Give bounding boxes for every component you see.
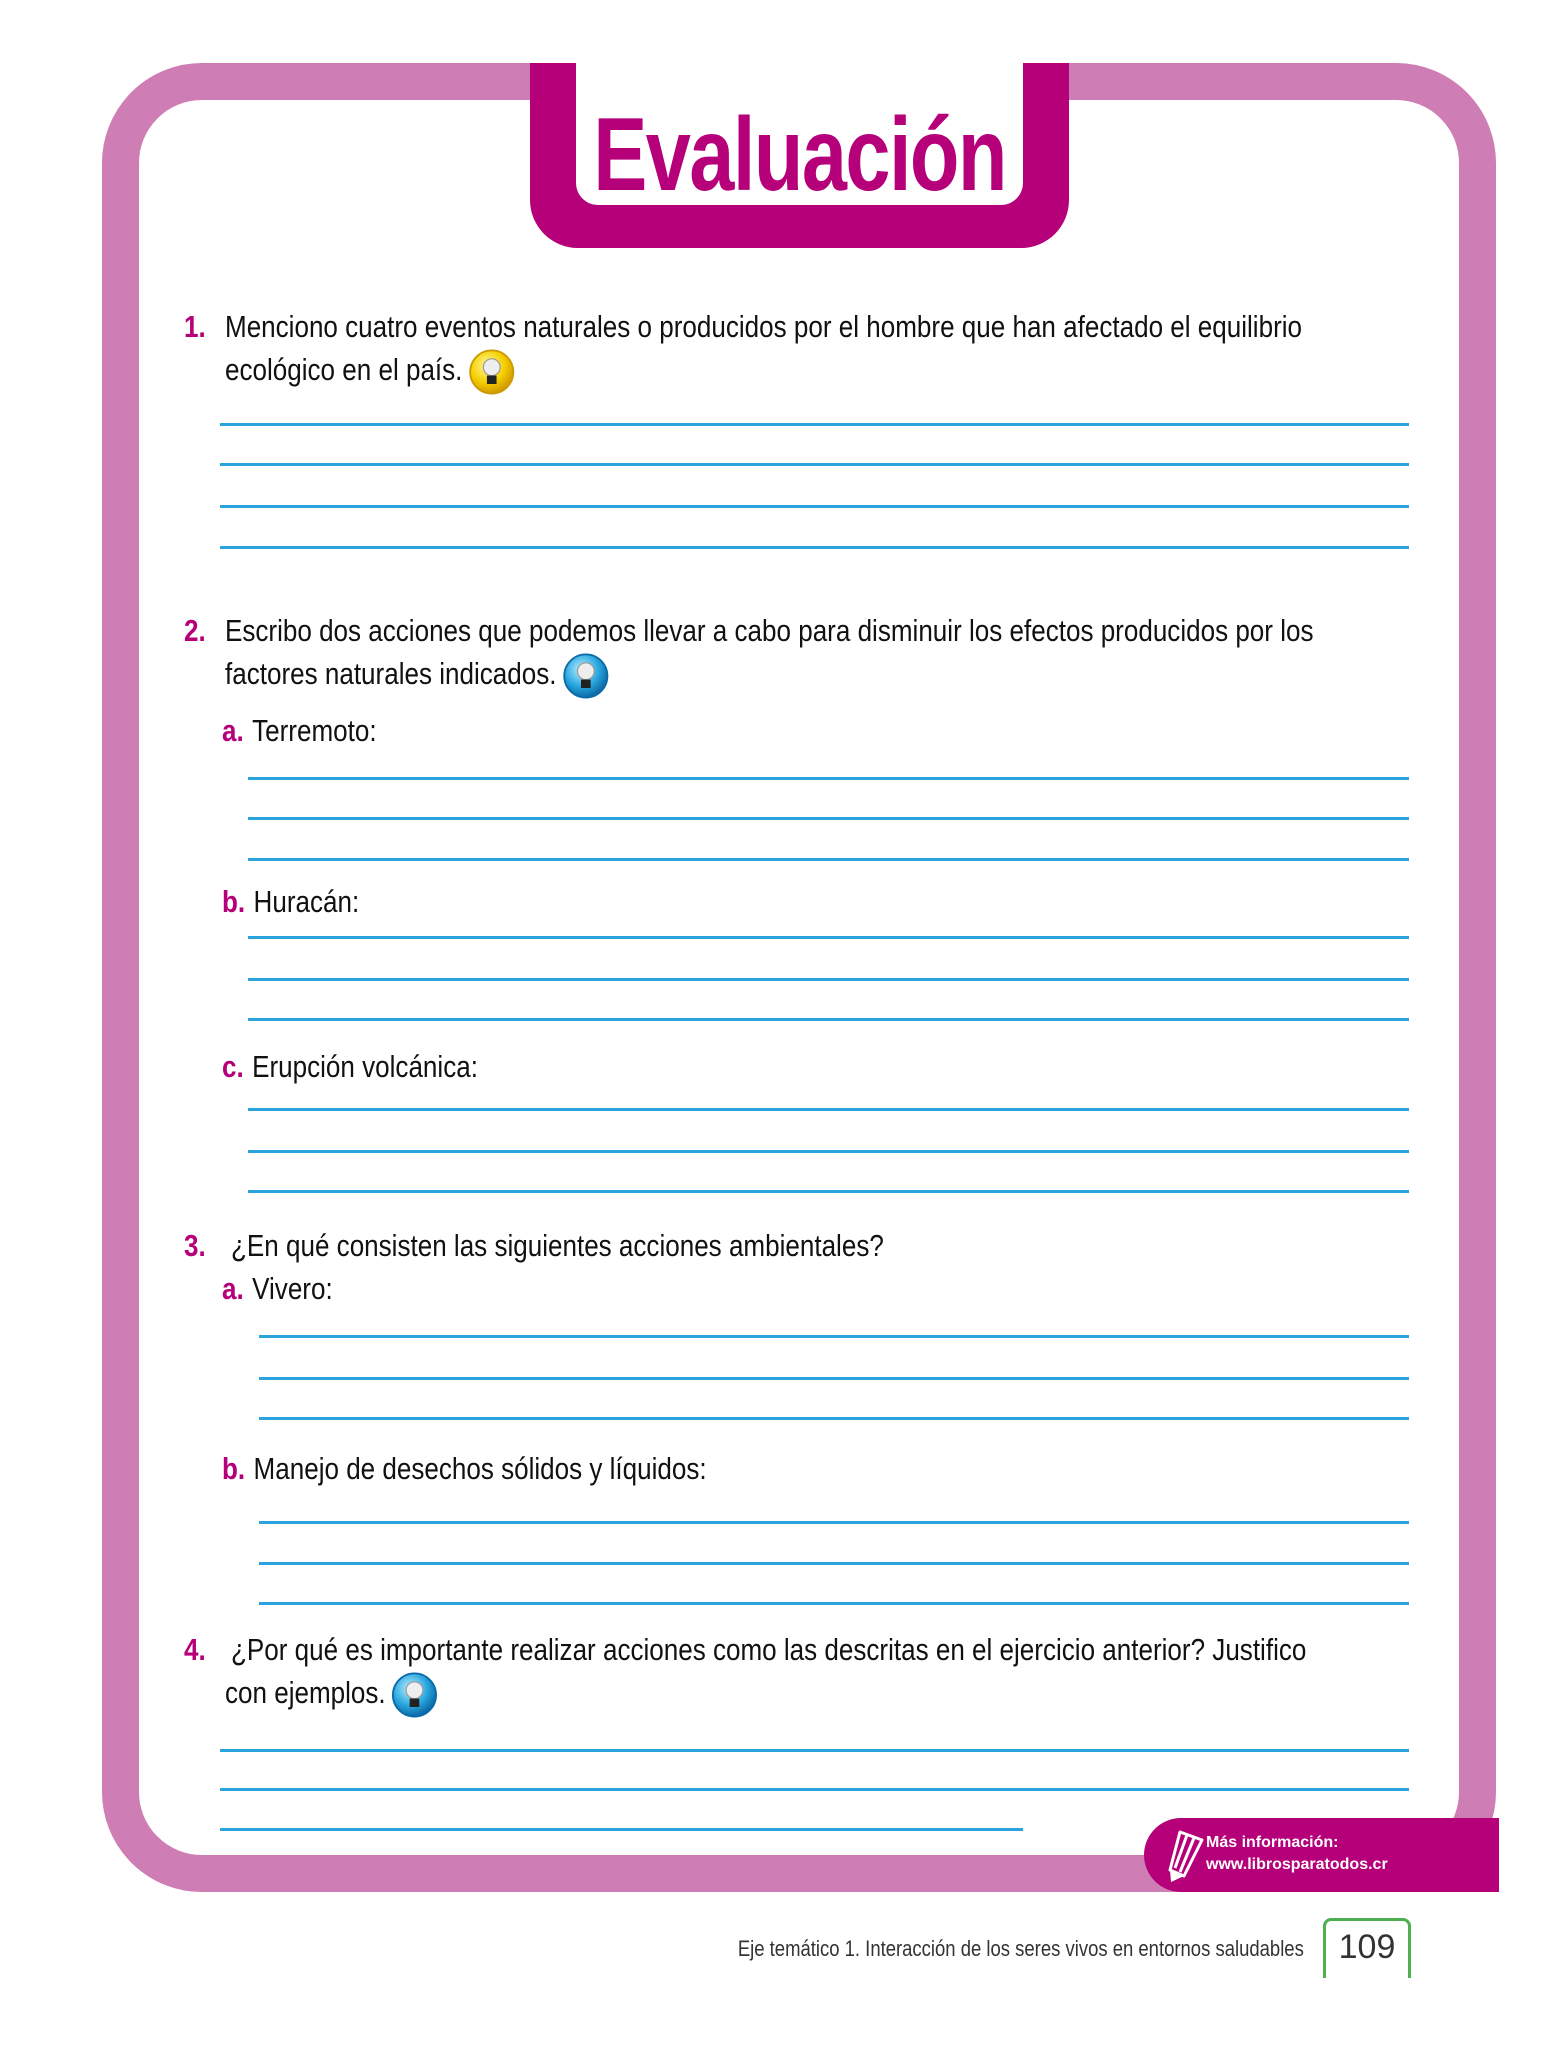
question-number: 3. (184, 1228, 206, 1263)
answer-line[interactable] (220, 1749, 1409, 1752)
answer-line[interactable] (248, 817, 1409, 820)
footer-text: Eje temático 1. Interacción de los seres vivos en entornos saludables (737, 1936, 1304, 1961)
sub-item-vivero: a. Vivero: (222, 1271, 333, 1306)
answer-line[interactable] (220, 546, 1409, 549)
answer-line[interactable] (259, 1335, 1409, 1338)
answer-line[interactable] (248, 978, 1409, 981)
question-number: 4. (184, 1632, 206, 1667)
answer-line[interactable] (220, 463, 1409, 466)
question-3-text: ¿En qué consisten las siguientes acciones ambientales? (231, 1228, 884, 1263)
answer-line[interactable] (220, 505, 1409, 508)
answer-line[interactable] (248, 936, 1409, 939)
answer-line[interactable] (248, 1150, 1409, 1153)
answer-line[interactable] (220, 423, 1409, 426)
answer-line[interactable] (259, 1521, 1409, 1524)
pencil-icon (1166, 1828, 1206, 1884)
answer-line[interactable] (220, 1828, 1023, 1831)
question-1-text: Menciono cuatro eventos naturales o producidos por el hombre que han afectado el equilibrio ecológico en el país. (225, 305, 1507, 396)
question-number: 1. (184, 309, 206, 344)
answer-line[interactable] (248, 1190, 1409, 1193)
banner-label: Más información: (1206, 1834, 1339, 1851)
sub-item-manejo-desechos: b. Manejo de desechos sólidos y líquidos: (222, 1451, 707, 1486)
lightbulb-blue-icon (391, 1671, 439, 1719)
answer-line[interactable] (248, 1108, 1409, 1111)
sub-item-terremoto: a. Terremoto: (222, 713, 377, 748)
answer-line[interactable] (259, 1562, 1409, 1565)
lightbulb-blue-icon (562, 652, 610, 700)
page-number: 109 (1323, 1918, 1411, 1978)
answer-line[interactable] (248, 777, 1409, 780)
banner-link[interactable]: www.librosparatodos.cr (1206, 1856, 1388, 1873)
answer-line[interactable] (248, 1018, 1409, 1021)
question-4-text: ¿Por qué es importante realizar acciones como las descritas en el ejercicio anterior? Justifico con ejemplos. (225, 1628, 1511, 1719)
question-2-text: Escribo dos acciones que podemos llevar a cabo para disminuir los efectos producidos por los factores naturales indicados. (225, 609, 1521, 700)
answer-line[interactable] (259, 1377, 1409, 1380)
more-info-banner (1144, 1818, 1499, 1892)
answer-line[interactable] (220, 1788, 1409, 1791)
sub-item-huracan: b. Huracán: (222, 884, 360, 919)
answer-line[interactable] (259, 1602, 1409, 1605)
page-title: Evaluación (593, 97, 1006, 213)
lightbulb-yellow-icon (467, 348, 515, 396)
answer-line[interactable] (259, 1417, 1409, 1420)
sub-item-erupcion: c. Erupción volcánica: (222, 1049, 478, 1084)
answer-line[interactable] (248, 858, 1409, 861)
question-number: 2. (184, 613, 206, 648)
